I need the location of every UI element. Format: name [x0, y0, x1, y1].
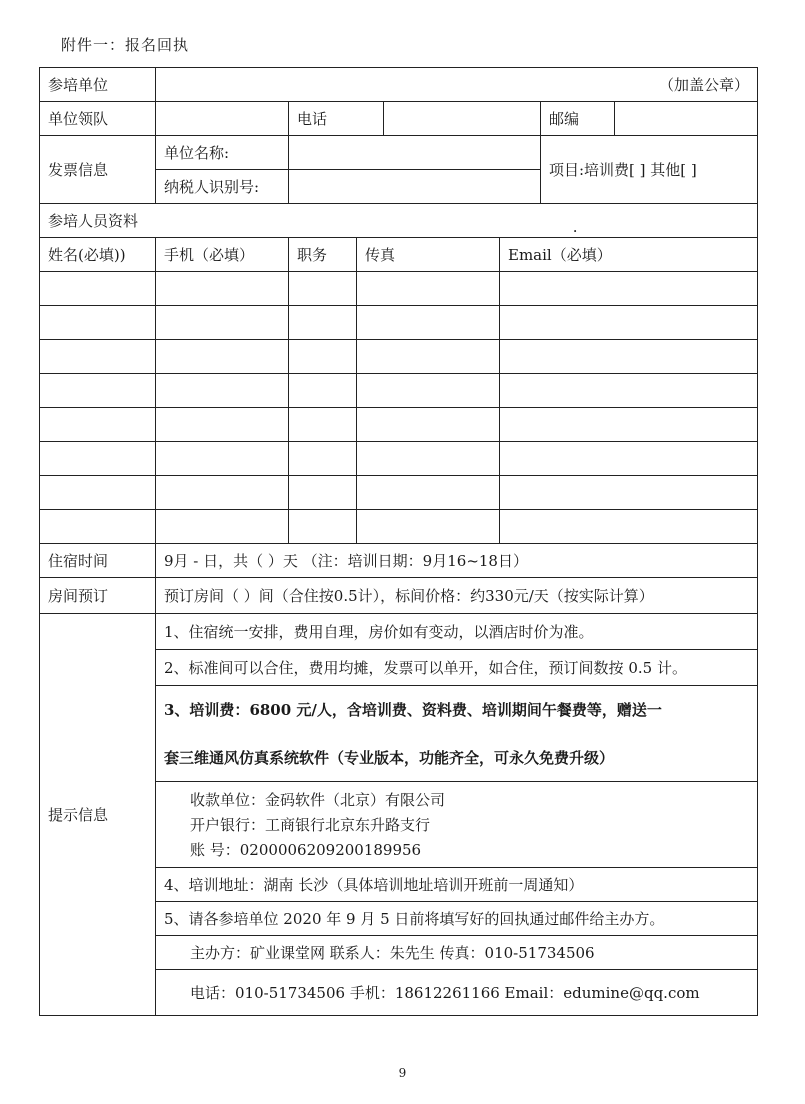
- attendee-name-cell[interactable]: [40, 340, 156, 374]
- attendee-title-cell[interactable]: [289, 374, 357, 408]
- attendee-mobile-cell[interactable]: [156, 442, 289, 476]
- attendee-name-cell[interactable]: [40, 510, 156, 544]
- attendee-mobile-cell[interactable]: [156, 340, 289, 374]
- account-number: 账 号：0200006209200189956: [190, 840, 422, 859]
- attendee-fax-cell[interactable]: [357, 340, 500, 374]
- unit-field[interactable]: [156, 68, 758, 102]
- note-3-line-2: 套三维通风仿真系统软件（专业版本，功能齐全，可永久免费升级）: [164, 748, 615, 767]
- invoice-items[interactable]: 项目:培训费[ ] 其他[ ]: [541, 136, 758, 204]
- attendee-email-cell[interactable]: [500, 408, 758, 442]
- attendee-mobile-cell[interactable]: [156, 272, 289, 306]
- attendee-name-cell[interactable]: [40, 306, 156, 340]
- phone-label: 电话: [289, 102, 384, 136]
- unit-label: 参培单位: [40, 68, 156, 102]
- attendee-fax-cell[interactable]: [357, 442, 500, 476]
- attendee-fax-cell[interactable]: [357, 476, 500, 510]
- room-label: 房间预订: [40, 578, 156, 614]
- company-name-field[interactable]: [289, 136, 541, 170]
- taxid-label: 纳税人识别号:: [156, 170, 289, 204]
- attendee-name-cell[interactable]: [40, 272, 156, 306]
- attendee-fax-cell[interactable]: [357, 510, 500, 544]
- attendee-row: [40, 306, 758, 340]
- attendee-email-cell[interactable]: [500, 510, 758, 544]
- attendee-name-cell[interactable]: [40, 374, 156, 408]
- attendee-title-cell[interactable]: [289, 510, 357, 544]
- attendee-fax-cell[interactable]: [357, 272, 500, 306]
- organizer-info: 主办方：矿业课堂网 联系人：朱先生 传真：010-51734506: [156, 936, 758, 970]
- attendee-row: [40, 340, 758, 374]
- attendee-email-cell[interactable]: [500, 272, 758, 306]
- attendee-name-cell[interactable]: [40, 408, 156, 442]
- attendee-fax-cell[interactable]: [357, 408, 500, 442]
- attendee-title-cell[interactable]: [289, 442, 357, 476]
- attendee-row: [40, 272, 758, 306]
- attendee-row: [40, 442, 758, 476]
- note-2: 2、标准间可以合住，费用均摊，发票可以单开，如合住，预订间数按 0.5 计。: [156, 650, 758, 686]
- registration-form: [39, 67, 758, 1016]
- attendee-title-cell[interactable]: [289, 340, 357, 374]
- attendee-email-cell[interactable]: [500, 340, 758, 374]
- page-number: 9: [398, 1066, 407, 1080]
- attendee-email-cell[interactable]: [500, 476, 758, 510]
- bank: 开户银行：工商银行北京东升路支行: [190, 815, 431, 834]
- stay-label: 住宿时间: [40, 544, 156, 578]
- leader-label: 单位领队: [40, 102, 156, 136]
- attendee-email-cell[interactable]: [500, 442, 758, 476]
- notes-label: 提示信息: [40, 614, 156, 1016]
- attendee-title-cell[interactable]: [289, 306, 357, 340]
- attendee-mobile-cell[interactable]: [156, 408, 289, 442]
- invoice-label: 发票信息: [40, 136, 156, 204]
- attendee-mobile-cell[interactable]: [156, 510, 289, 544]
- header-name: 姓名(必填)): [40, 238, 156, 272]
- attendees-title: 参培人员资料: [48, 211, 139, 230]
- company-name-label: 单位名称:: [156, 136, 289, 170]
- contact-info: 电话：010-51734506 手机：18612261166 Email：edumine@qq.com: [156, 970, 758, 1016]
- attendee-title-cell[interactable]: [289, 408, 357, 442]
- payee: 收款单位：金码软件（北京）有限公司: [190, 790, 446, 809]
- attendee-row: [40, 374, 758, 408]
- page-heading: 附件一：报名回执: [61, 36, 190, 54]
- stay-field[interactable]: 9月 - 日，共（ ）天 （注：培训日期：9月16~18日）: [156, 544, 758, 578]
- header-title: 职务: [289, 238, 357, 272]
- header-fax: 传真: [357, 238, 500, 272]
- note-5: 5、请各参培单位 2020 年 9 月 5 日前将填写好的回执通过邮件给主办方。: [156, 902, 758, 936]
- note-3: [156, 686, 758, 782]
- attendee-row: [40, 408, 758, 442]
- attendee-title-cell[interactable]: [289, 476, 357, 510]
- attendee-title-cell[interactable]: [289, 272, 357, 306]
- attendee-email-cell[interactable]: [500, 306, 758, 340]
- attendee-row: [40, 510, 758, 544]
- attendee-mobile-cell[interactable]: [156, 374, 289, 408]
- note-4: 4、培训地址：湖南 长沙（具体培训地址培训开班前一周通知）: [156, 868, 758, 902]
- zip-label: 邮编: [541, 102, 615, 136]
- attendee-name-cell[interactable]: [40, 476, 156, 510]
- attendee-row: [40, 476, 758, 510]
- phone-field[interactable]: [384, 102, 541, 136]
- payment-info: [156, 782, 758, 868]
- header-mobile: 手机（必填）: [156, 238, 289, 272]
- attendee-fax-cell[interactable]: [357, 306, 500, 340]
- header-email: Email（必填）: [500, 238, 758, 272]
- attendee-name-cell[interactable]: [40, 442, 156, 476]
- stray-dot: .: [572, 217, 578, 236]
- zip-field[interactable]: [615, 102, 758, 136]
- attendees-title-row: [40, 204, 758, 238]
- attendee-fax-cell[interactable]: [357, 374, 500, 408]
- note-3-line-1: 3、培训费：6800 元/人，含培训费、资料费、培训期间午餐费等，赠送一: [164, 700, 662, 719]
- taxid-field[interactable]: [289, 170, 541, 204]
- attendee-mobile-cell[interactable]: [156, 476, 289, 510]
- note-1: 1、住宿统一安排，费用自理，房价如有变动，以酒店时价为准。: [156, 614, 758, 650]
- attendee-mobile-cell[interactable]: [156, 306, 289, 340]
- attendee-email-cell[interactable]: [500, 374, 758, 408]
- room-field[interactable]: 预订房间（ ）间（合住按0.5计），标间价格：约330元/天（按实际计算）: [156, 578, 758, 614]
- seal-note: （加盖公章）: [659, 75, 750, 94]
- leader-field[interactable]: [156, 102, 289, 136]
